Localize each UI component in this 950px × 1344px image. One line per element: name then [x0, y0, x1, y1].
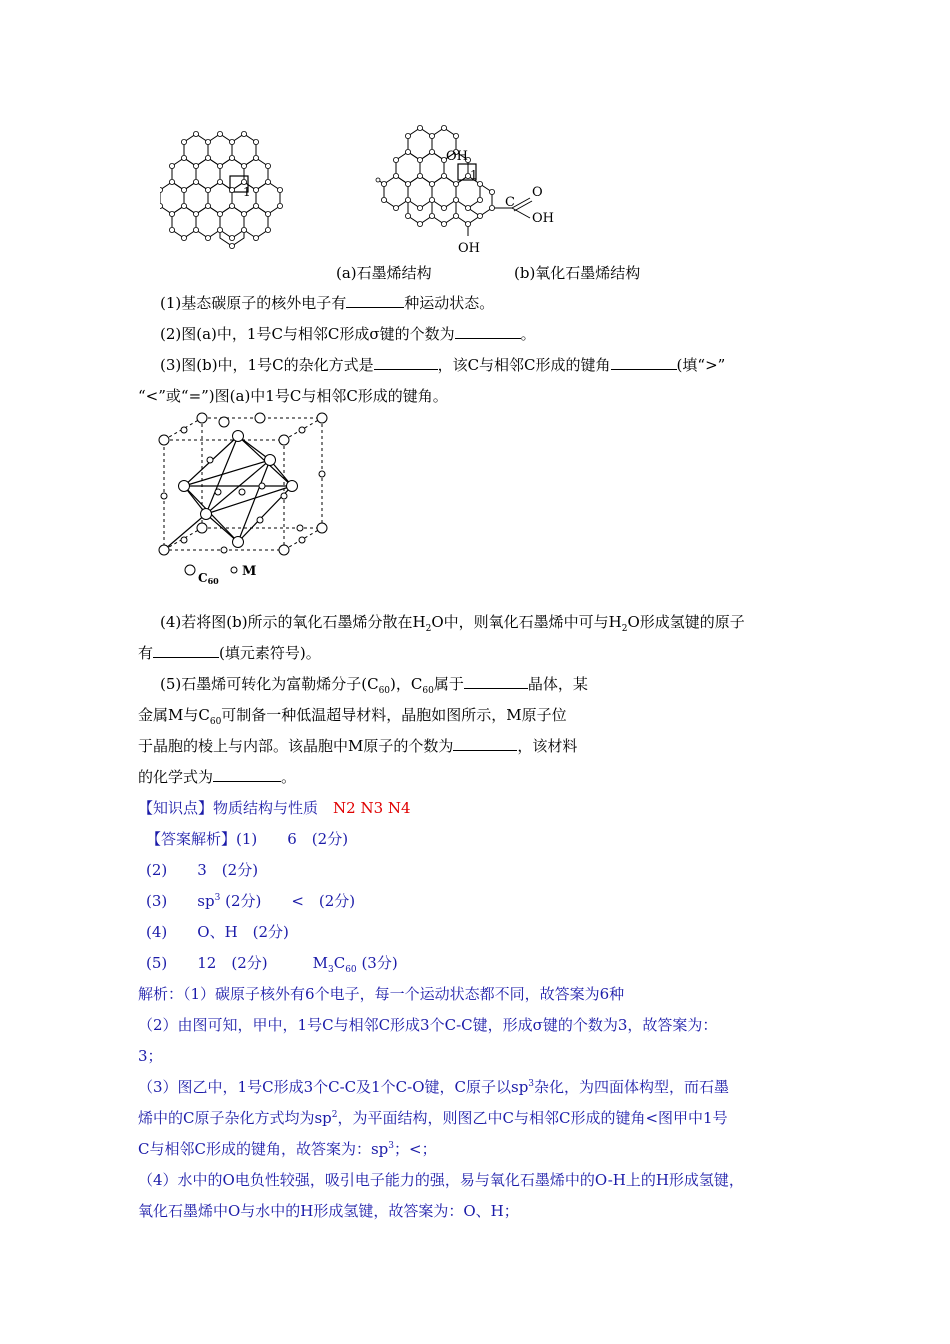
analysis-line-5: 烯中的C原子杂化方式均为$sp^2$，为平面结构，则图乙中C与相邻C形成的键角<图甲中1号: [138, 1109, 728, 1127]
analysis-line-1: 解析：（1）碳原子核外有6个电子，每一个运动状态都不同，故答案为6种: [138, 985, 625, 1003]
question-3-line-1: (3)图(b)中，1号C的杂化方式是 ，该C与相邻C形成的键角 (填“>”: [160, 356, 726, 374]
caption-a: (a)石墨烯结构: [336, 264, 432, 282]
answer-2: (2) 3 (2分): [146, 861, 259, 879]
c-label: C: [505, 195, 515, 210]
svg-text:C60: C60: [198, 571, 219, 586]
answer-3: (3) $sp^3$ (2分) < (2分): [146, 892, 356, 910]
analysis-line-8: 氧化石墨烯中O与水中的H形成氢键，故答案为：O、H；: [138, 1202, 519, 1220]
oh-label-bottom: OH: [458, 241, 480, 256]
graphene-oxide-structure-figure: [372, 122, 572, 260]
question-3-line-2: “<”或“=”)图(a)中1号C与相邻C形成的键角。: [138, 387, 448, 405]
question-4-line-1: (4)若将图(b)所示的氧化石墨烯分散在$H_2O$中，则氧化石墨烯中可与$H_2O$形成氢键的原子: [160, 613, 745, 634]
question-5-line-2: 金属M与$C_{60}$可制备一种低温超导材料，晶胞如图所示，M原子位: [138, 706, 567, 727]
svg-text:M: M: [242, 564, 257, 579]
question-2: (2)图(a)中，1号C与相邻C形成σ键的个数为 。: [160, 325, 536, 343]
atom-label-1: 1: [470, 168, 478, 182]
answer-blank[interactable]: [455, 324, 521, 339]
answer-4: (4) O、H (2分): [146, 923, 289, 941]
question-5-line-4: 的化学式为 。: [138, 768, 297, 786]
knowledge-point: 【知识点】物质结构与性质 N2 N3 N4: [138, 799, 411, 817]
c60-legend-icon: [185, 565, 195, 575]
analysis-line-3: 3；: [138, 1047, 163, 1065]
graphene-structure-figure: [160, 128, 300, 252]
analysis-line-7: （4）水中的O电负性较强，吸引电子能力的强，易与氧化石墨烯中的O-H上的H形成氢键，: [138, 1171, 744, 1189]
answer-blank[interactable]: [464, 674, 528, 689]
analysis-line-2: （2）由图可知，甲中，1号C与相邻C形成3个C-C键，形成σ键的个数为3，故答案为：: [138, 1016, 718, 1034]
analysis-line-6: C与相邻C形成的键角，故答案为：$sp^3$；<；: [138, 1140, 437, 1158]
superconductor-unit-cell-figure: [150, 410, 332, 586]
answer-5: (5) 12 (2分) $M_3C_{60}$ (3分): [146, 954, 398, 975]
atom-label-1: 1: [243, 185, 251, 199]
answer-1: 【答案解析】(1) 6 (2分): [146, 830, 349, 848]
answer-blank[interactable]: [153, 643, 219, 658]
question-1: (1)基态碳原子的核外电子有 种运动状态。: [160, 294, 495, 312]
question-5-line-1: (5)石墨烯可转化为富勒烯分子$(C_{60})$，$C_{60}$属于 晶体，某: [160, 675, 588, 696]
o-label: O: [532, 185, 543, 200]
knowledge-codes: N2 N3 N4: [333, 799, 411, 817]
m-atom-legend-icon: [231, 567, 237, 573]
answer-blank[interactable]: [611, 355, 677, 370]
answer-blank[interactable]: [374, 355, 438, 370]
answer-blank[interactable]: [346, 293, 404, 308]
oh-label-top: OH: [446, 149, 468, 164]
answer-blank[interactable]: [213, 767, 281, 782]
question-5-line-3: 于晶胞的棱上与内部。该晶胞中M原子的个数为 ，该材料: [138, 737, 578, 755]
question-4-line-2: 有 (填元素符号)。: [138, 644, 321, 662]
caption-b: (b)氧化石墨烯结构: [514, 264, 641, 282]
oh-label-right: OH: [532, 211, 554, 226]
answer-blank[interactable]: [453, 736, 517, 751]
analysis-line-4: （3）图乙中，1号C形成3个C-C及1个C-O键，C原子以$sp^3$杂化，为四面体构型，而石墨: [138, 1078, 730, 1096]
